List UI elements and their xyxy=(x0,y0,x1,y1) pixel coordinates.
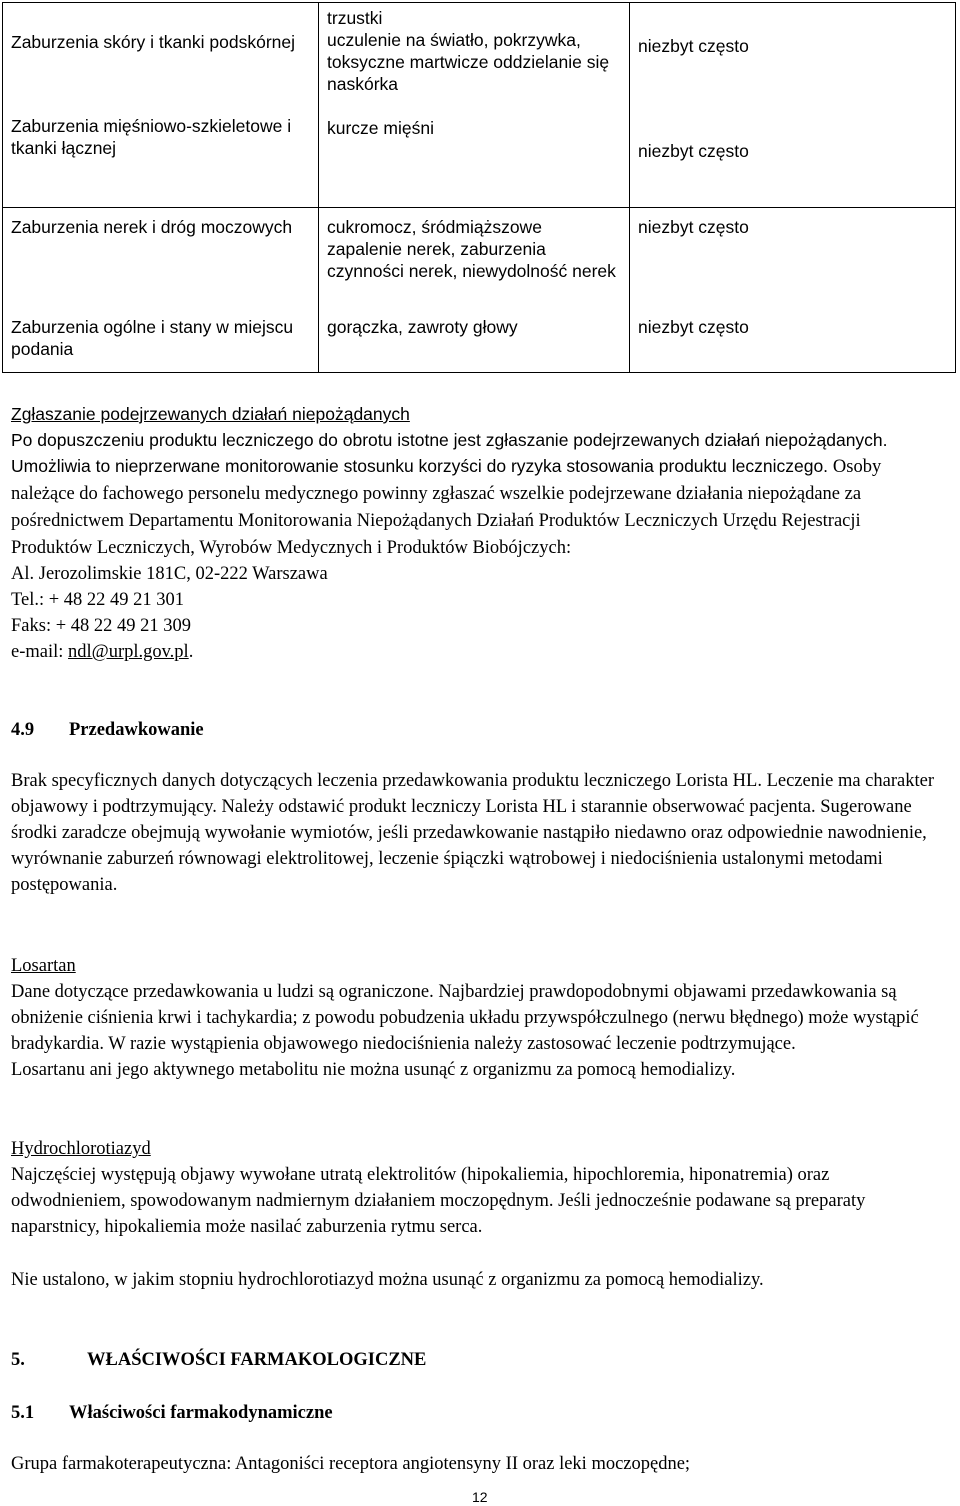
reaction-cell xyxy=(319,3,630,208)
reaction-fever-dizziness: gorączka, zawroty głowy xyxy=(327,317,518,337)
section-number: 5. xyxy=(11,1350,25,1370)
page-number: 12 xyxy=(472,1489,488,1505)
reporting-heading: Zgłaszanie podejrzewanych działań niepożądanych xyxy=(11,404,410,424)
hctz-section xyxy=(11,1136,946,1240)
section-number: 4.9 xyxy=(11,720,35,740)
email-end: . xyxy=(188,642,194,662)
section-5-heading xyxy=(11,1347,946,1373)
hctz-text-2: Nie ustalono, w jakim stopniu hydrochlorotiazyd można usunąć z organizmu za pomocą hemodializy. xyxy=(11,1270,764,1290)
organ-class-general: Zaburzenia ogólne i stany w miejscu podania xyxy=(11,317,294,359)
reaction-continued: trzustki xyxy=(327,8,383,28)
table-row xyxy=(3,208,956,373)
reporting-text-2: Osoby należące do fachowego personelu medycznego powinny zgłaszać wszelkie podejrzewane działania niepożądane za pośrednictwem Departamentu Monitorowania Niepożądanych Działań Produktów Leczniczych Urzędu Rejestracji Produktów Leczniczych, Wyrobów Medycznych i Produktów Biobójczych: xyxy=(11,457,882,558)
losartan-text-2: Losartanu ani jego aktywnego metabolitu nie można usunąć z organizmu za pomocą hemodializy. xyxy=(11,1060,736,1080)
pharmacotherapeutic-group: Grupa farmakoterapeutyczna: Antagoniści receptora angiotensyny II oraz leki moczopędne; xyxy=(11,1454,691,1474)
hctz-text: Najczęściej występują objawy wywołane utratą elektrolitów (hipokaliemia, hipochloremia, hiponatremia) oraz odwodnieniem, spowodowanym nadmiernym działaniem moczopędnym. Jeśli jednocześnie podawane są preparaty naparstnicy, hipokaliemia może nasilać zaburzenia rytmu serca. xyxy=(11,1165,866,1237)
overdose-paragraph: Brak specyficznych danych dotyczących leczenia przedawkowania produktu leczniczego Lorista HL. Leczenie ma charakter objawowy i podtrzymujący. Należy odstawić produkt leczniczy Lorista HL i starannie obserwować pacjenta. Sugerowane środki zaradcze obejmują wywołanie wymiotów, jeśli przedawkowanie nastąpiło niedawno oraz odpowiednie nawodnienie, wyrównanie zaburzeń równowagi elektrolitowej, leczenie śpiączki wątrobowej i niedociśnienia ustalonymi metodami postępowania. xyxy=(11,771,934,895)
losartan-text: Dane dotyczące przedawkowania u ludzi są ograniczone. Najbardziej prawdopodobnymi objawami przedawkowania są obniżenie ciśnienia krwi i tachykardia; z powodu pobudzenia układu przywspółczulnego (nerwu błędnego) może wystąpić bradykardia. W razie wystąpienia objawowego niedociśnienia należy zastosować leczenie podtrzymujące. xyxy=(11,982,919,1054)
reporting-address: Al. Jerozolimskie 181C, 02-222 Warszawa xyxy=(11,564,328,584)
organ-class-skin: Zaburzenia skóry i tkanki podskórnej xyxy=(11,32,296,52)
frequency-value: niezbyt często xyxy=(638,217,749,237)
frequency-value: niezbyt często xyxy=(638,36,749,56)
section-5-1-heading xyxy=(11,1400,946,1426)
section-title: Właściwości farmakodynamiczne xyxy=(69,1403,333,1423)
losartan-heading: Losartan xyxy=(11,956,76,976)
frequency-value: niezbyt często xyxy=(638,317,749,337)
reaction-cell xyxy=(319,208,630,373)
email-link[interactable]: ndl@urpl.gov.pl xyxy=(68,642,189,662)
reporting-tel: Tel.: + 48 22 49 21 301 xyxy=(11,590,185,610)
organ-class-musculoskeletal: Zaburzenia mięśniowo-szkieletowe i tkanki łącznej xyxy=(11,116,292,158)
section-number: 5.1 xyxy=(11,1403,35,1423)
frequency-cell xyxy=(630,208,956,373)
hctz-heading: Hydrochlorotiazyd xyxy=(11,1139,151,1159)
reporting-text-1: Po dopuszczeniu produktu leczniczego do obrotu istotne jest zgłaszanie podejrzewanych działań niepożądanych. Umożliwia to nieprzerwane monitorowanie stosunku korzyści do ryzyka stosowania produktu leczniczego. xyxy=(11,430,888,476)
frequency-value: niezbyt często xyxy=(638,141,749,161)
losartan-section xyxy=(11,953,946,1083)
adverse-effects-table xyxy=(2,2,956,373)
section-4-9-heading xyxy=(11,717,946,743)
email-label: e-mail: xyxy=(11,642,69,662)
reporting-section xyxy=(11,401,946,665)
section-title: WŁAŚCIWOŚCI FARMAKOLOGICZNE xyxy=(87,1350,427,1370)
reporting-fax: Faks: + 48 22 49 21 309 xyxy=(11,616,192,636)
reporting-email-line xyxy=(11,639,946,665)
organ-class-renal: Zaburzenia nerek i dróg moczowych xyxy=(11,217,293,237)
reaction-photosensitivity: uczulenie na światło, pokrzywka, toksyczne martwicze oddzielanie się naskórka xyxy=(327,30,610,94)
reaction-muscle-cramps: kurcze mięśni xyxy=(327,118,434,138)
frequency-cell xyxy=(630,3,956,208)
reaction-renal: cukromocz, śródmiąższowe zapalenie nerek, zaburzenia czynności nerek, niewydolność nerek xyxy=(327,217,616,281)
table-row xyxy=(3,3,956,208)
organ-class-cell xyxy=(3,3,319,208)
section-title: Przedawkowanie xyxy=(69,720,204,740)
organ-class-cell xyxy=(3,208,319,373)
